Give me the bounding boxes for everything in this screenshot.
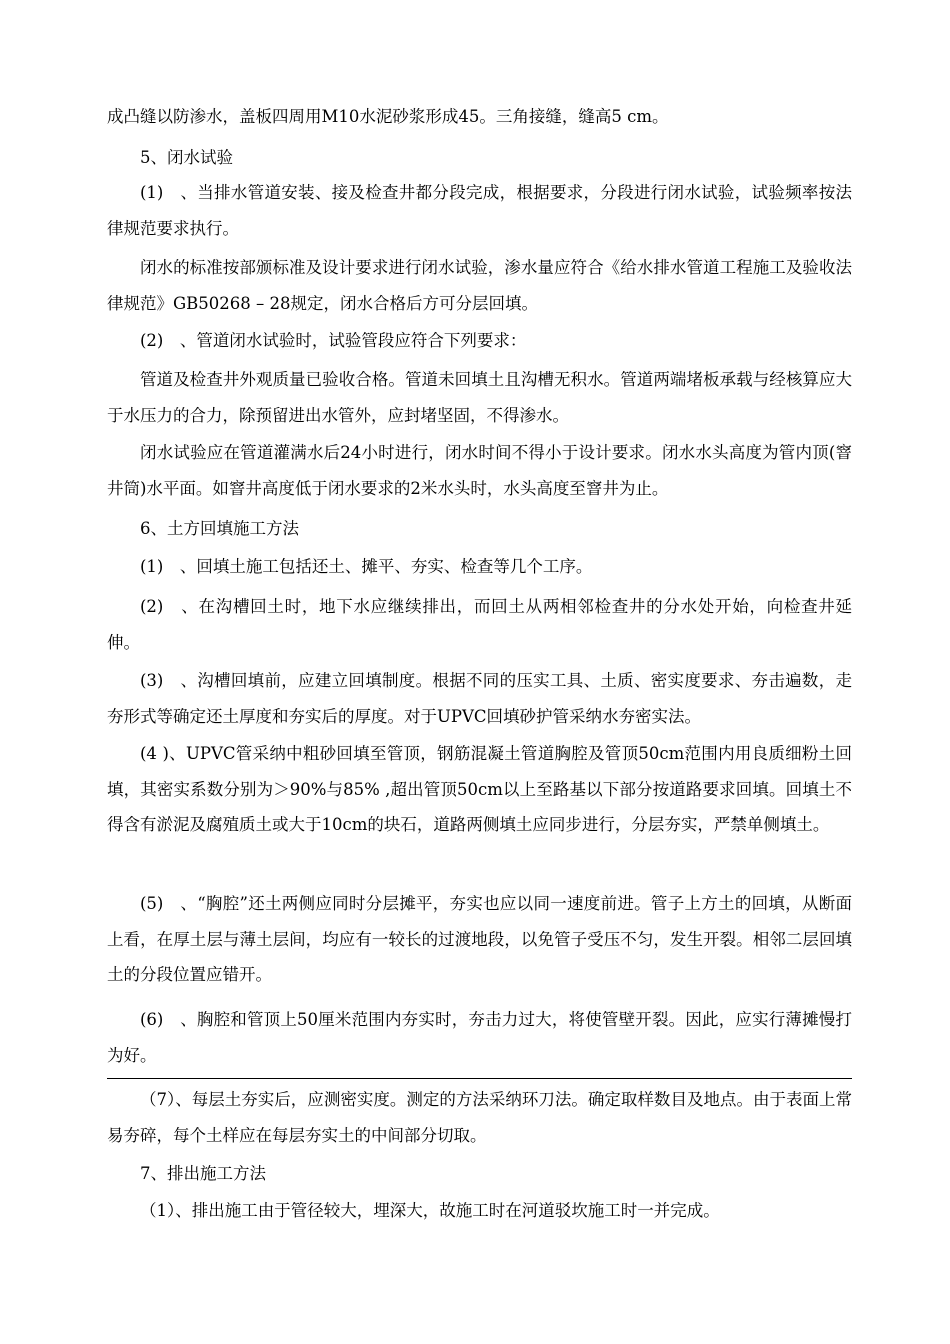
paragraph-body: 闭水的标准按部颁标准及设计要求进行闭水试验，渗水量应符合《给水排水管道工程施工及验收法律规范》GB50268 – 28规定，闭水合格后方可分层回填。 (107, 258, 852, 313)
paragraph-item: (6) 、胸腔和管顶上50厘米范围内夯实时，夯击力过大，将使管壁开裂。因此，应实行薄摊慢打为好。 (107, 1010, 852, 1065)
section-heading-backfill: 6、土方回填施工方法 (140, 519, 299, 538)
paragraph-item: （7）、每层土夯实后，应测密实度。测定的方法采纳环刀法。确定取样数目及地点。由于表面上常易夯碎，每个土样应在每层夯实土的中间部分切取。 (107, 1090, 852, 1145)
paragraph-item: (2) 、在沟槽回土时，地下水应继续排出，而回土从两相邻检查井的分水处开始，向检查井延伸。 (107, 597, 852, 652)
paragraph-item: (4 )、UPVC管采纳中粗砂回填至管顶，钢筋混凝土管道胸腔及管顶50cm范围内用良质细粉土回填，其密实系数分别为＞90%与85% ,超出管顶50cm以上至路基以下部分按道路要求回填。回填土不得含有淤泥及腐殖质土或大于10cm的块石，道路两侧填土应同步进行，分层夯实，严禁单侧填土。 (107, 744, 852, 834)
paragraph-item: (1) 、当排水管道安装、接及检查井都分段完成，根据要求，分段进行闭水试验，试验频率按法律规范要求执行。 (107, 183, 852, 238)
paragraph-item: （1）、排出施工由于管径较大，埋深大，故施工时在河道驳坎施工时一并完成。 (140, 1201, 720, 1220)
page-divider-line (107, 1078, 852, 1079)
section-heading-closed-water-test: 5、闭水试验 (140, 148, 233, 167)
section-heading-discharge: 7、排出施工方法 (140, 1164, 266, 1183)
paragraph-item: (2) 、管道闭水试验时，试验管段应符合下列要求： (140, 331, 527, 350)
paragraph-body: 管道及检查井外观质量已验收合格。管道未回填土且沟槽无积水。管道两端堵板承载与经核算应大于水压力的合力，除预留进出水管外，应封堵坚固，不得渗水。 (107, 370, 852, 425)
paragraph-continuation: 成凸缝以防渗水，盖板四周用M10水泥砂浆形成45。三角接缝，缝高5 cm。 (107, 107, 669, 126)
paragraph-item: (5) 、“胸腔”还土两侧应同时分层摊平，夯实也应以同一速度前进。管子上方土的回填，从断面上看，在厚土层与薄土层间，均应有一较长的过渡地段，以免管子受压不匀，发生开裂。相邻二层回填土的分段位置应错开。 (107, 894, 852, 984)
paragraph-body: 闭水试验应在管道灌满水后24小时进行，闭水时间不得小于设计要求。闭水水头高度为管内顶(窨井筒)水平面。如窨井高度低于闭水要求的2米水头时，水头高度至窨井为止。 (107, 443, 852, 498)
paragraph-item: (3) 、沟槽回填前，应建立回填制度。根据不同的压实工具、土质、密实度要求、夯击遍数，走夯形式等确定还土厚度和夯实后的厚度。对于UPVC回填砂护管采纳水夯密实法。 (107, 671, 852, 726)
paragraph-item: (1) 、回填土施工包括还土、摊平、夯实、检查等几个工序。 (140, 557, 593, 576)
